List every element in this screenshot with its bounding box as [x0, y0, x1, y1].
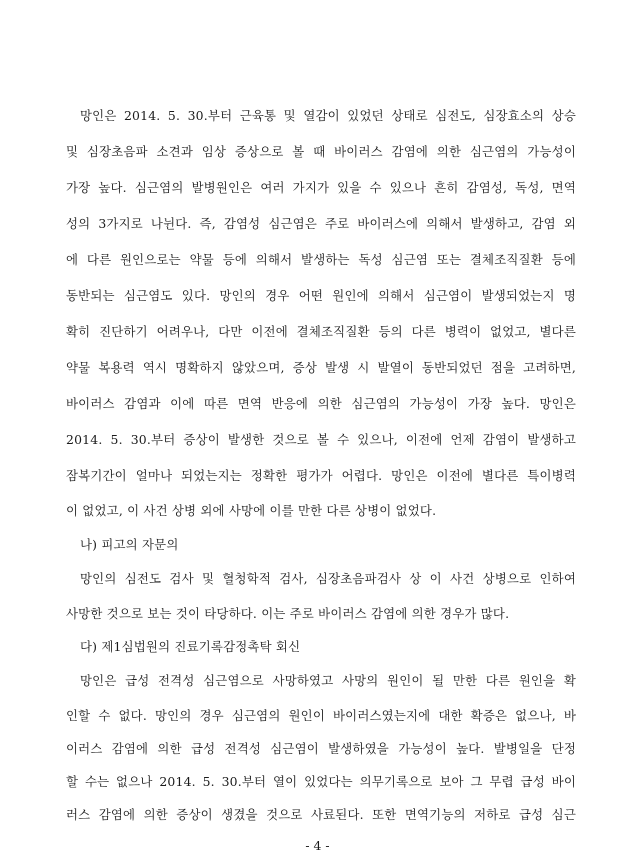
paragraph-line: 확히 진단하기 어려우나, 다만 이전에 결체조직질환 등의 다른 병력이 없었고, 별다른	[66, 324, 576, 339]
paragraph-line: 인할 수 없다. 망인의 경우 심근염의 원인이 바이러스였는지에 대한 확증은 없으나, 바	[66, 708, 576, 723]
paragraph-line: 에 다른 원인으로는 약물 등에 의해서 발생하는 독성 심근염 또는 결체조직질환 등에	[66, 252, 576, 267]
paragraph-line: 약물 복용력 역시 명확하지 않았으며, 증상 발생 시 발열이 동반되었던 점을 고려하면,	[66, 360, 576, 375]
paragraph-line: 망인은 2014. 5. 30.부터 근육통 및 열감이 있었던 상태로 심전도, 심장효소의 상승	[80, 108, 576, 123]
paragraph-line: 2014. 5. 30.부터 증상이 발생한 것으로 볼 수 있으나, 이전에 언제 감염이 발생하고	[66, 432, 576, 447]
paragraph-line: 및 심장초음파 소견과 임상 증상으로 볼 때 바이러스 감염에 의한 심근염의 가능성이	[66, 144, 576, 159]
paragraph-line: 망인은 급성 전격성 심근염으로 사망하였고 사망의 원인이 될 만한 다른 원인을 확	[80, 673, 576, 688]
paragraph-line: 러스 감염에 의한 증상이 생겼을 것으로 사료된다. 또한 면역기능의 저하로 급성 심근	[66, 807, 576, 822]
paragraph-line: 망인의 심전도 검사 및 혈청학적 검사, 심장초음파검사 상 이 사건 상병으로 인하여	[80, 571, 576, 586]
paragraph-line: 바이러스 감염과 이에 따른 면역 반응에 의한 심근염의 가능성이 가장 높다. 망인은	[66, 396, 576, 411]
paragraph-line: 가장 높다. 심근염의 발병원인은 여러 가지가 있을 수 있으나 흔히 감염성, 독성, 면역	[66, 180, 576, 195]
paragraph-line: 할 수는 없으나 2014. 5. 30.부터 열이 있었다는 의무기록으로 보아 그 무렵 급성 바이	[66, 774, 576, 789]
page-number: - 4 -	[305, 838, 330, 853]
paragraph-line: 잠복기간이 얼마나 되었는지는 정확한 평가가 어렵다. 망인은 이전에 별다른 특이병력	[66, 468, 576, 483]
paragraph-line: 동반되는 심근염도 있다. 망인의 경우 어떤 원인에 의해서 심근염이 발생되었는지 명	[66, 288, 576, 303]
paragraph-line: 사망한 것으로 보는 것이 타당하다. 이는 주로 바이러스 감염에 의한 경우가 많다.	[66, 606, 510, 621]
section-heading: 나) 피고의 자문의	[80, 537, 179, 552]
paragraph-line: 이러스 감염에 의한 급성 전격성 심근염이 발생하였을 가능성이 높다. 발병일을 단정	[66, 741, 576, 756]
section-heading: 다) 제1심법원의 진료기록감정촉탁 회신	[80, 639, 301, 654]
paragraph-line: 성의 3가지로 나뉜다. 즉, 감염성 심근염은 주로 바이러스에 의해서 발생하고, 감염 외	[66, 216, 576, 231]
paragraph-line: 이 없었고, 이 사건 상병 외에 사망에 이를 만한 다른 상병이 없었다.	[66, 503, 437, 518]
